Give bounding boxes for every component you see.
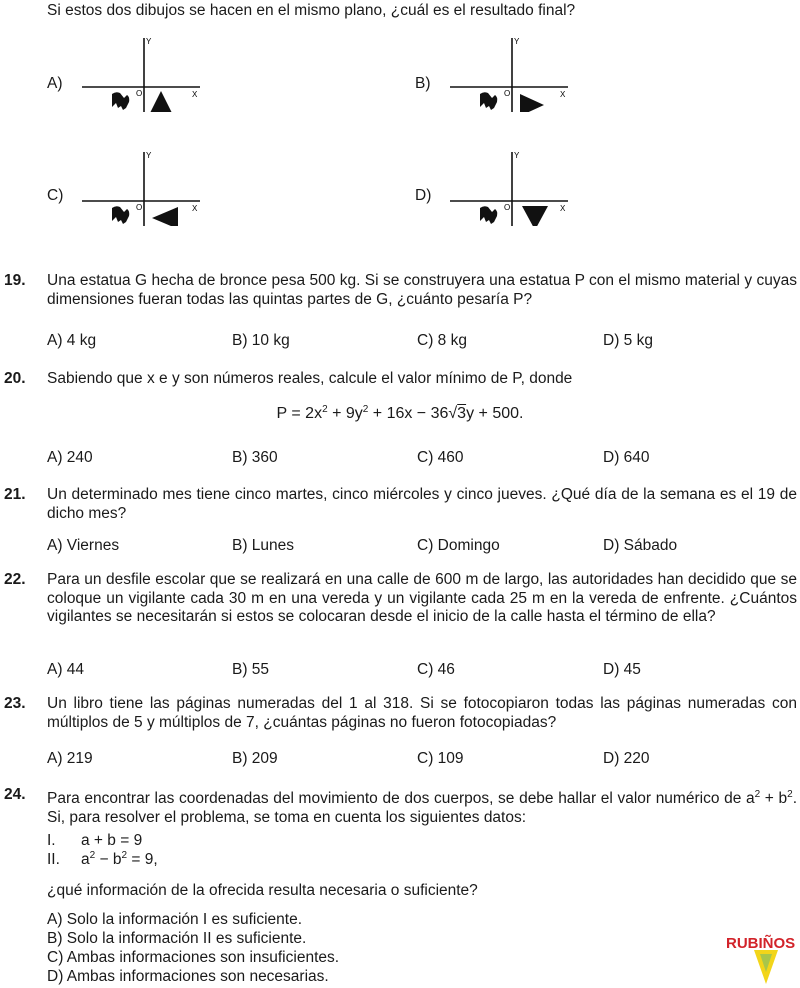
svg-text:Y: Y [146, 151, 152, 160]
svg-text:O: O [136, 203, 143, 212]
q20-number: 20. [4, 370, 26, 387]
figure-option-a [82, 36, 222, 112]
figure-option-b [450, 36, 590, 112]
q24-option-c: C) Ambas informaciones son insuficientes. [47, 949, 340, 966]
q19-option-a: A) 4 kg [47, 332, 97, 349]
triangle-down-icon [522, 206, 548, 226]
q22-option-c: C) 46 [417, 661, 455, 678]
q24-data-ii: II. $a^2 - b^2 = 9$, [47, 850, 158, 869]
svg-text:X: X [560, 204, 566, 213]
q23-option-b: B) 209 [232, 750, 278, 767]
figure-silhouette-icon [112, 92, 129, 110]
q24-number: 24. [4, 786, 26, 803]
q21-option-c: C) Domingo [417, 537, 500, 554]
svg-text:Y: Y [514, 151, 520, 160]
q21-option-a: A) Viernes [47, 537, 120, 554]
q23-number: 23. [4, 695, 26, 712]
q24-data-i: I. a + b = 9 [47, 832, 143, 849]
q20-text: Sabiendo que x e y son números reales, calcule el valor mínimo de P, donde [47, 370, 573, 387]
triangle-right-icon [520, 94, 544, 112]
q24-question: ¿qué información de la ofrecida resulta necesaria o suficiente? [47, 882, 478, 899]
x-axis-label: X [192, 90, 198, 99]
svg-text:O: O [504, 89, 511, 98]
svg-text:X: X [560, 90, 566, 99]
intro-question: Si estos dos dibujos se hacen en el mismo plano, ¿cuál es el resultado final? [47, 2, 576, 19]
q19-option-b: B) 10 kg [232, 332, 290, 349]
q24-option-d: D) Ambas informaciones son necesarias. [47, 968, 329, 985]
q19-text: Una estatua G hecha de bronce pesa 500 kg. Si se construyera una estatua P con el mismo material y cuyas dimensiones fueran todas las quintas partes de G, ¿cuánto pesaría P? [47, 272, 797, 308]
fig-option-d-letter: D) [415, 187, 432, 204]
fig-option-c-letter: C) [47, 187, 64, 204]
logo-text: RUBIÑOS [726, 935, 796, 952]
q19-option-d: D) 5 kg [603, 332, 653, 349]
q20-option-d: D) 640 [603, 449, 650, 466]
q23-option-d: D) 220 [603, 750, 650, 767]
q21-option-b: B) Lunes [232, 537, 295, 554]
sqrt-symbol: √ [448, 405, 458, 422]
q19-option-c: C) 8 kg [417, 332, 467, 349]
figure-option-d [450, 150, 590, 226]
svg-text:O: O [504, 203, 511, 212]
rubinos-logo [724, 910, 800, 988]
q22-number: 22. [4, 571, 26, 588]
q23-option-a: A) 219 [47, 750, 93, 767]
q20-formula: $P = 2x^2 + 9y^2 + 16x - 36√3y + 500$. [276, 404, 524, 422]
svg-text:Y: Y [514, 37, 520, 46]
figure-silhouette-icon [112, 206, 129, 224]
q23-text: Un libro tiene las páginas numeradas del 1 al 318. Si se fotocopiaron todas las páginas numeradas con múltiplos de 5 y múltiplos de 7, ¿cuántas páginas no fueron fotocopiadas? [47, 695, 797, 731]
q24-text: Para encontrar las coordenadas del movimiento de dos cuerpos, se debe hallar el valor numérico de $a^2 + b^2$. Si, para resolver el problema, se toma en cuenta los siguientes datos: [47, 789, 797, 826]
q21-option-d: D) Sábado [603, 537, 678, 554]
svg-text:X: X [192, 204, 198, 213]
fig-option-a-letter: A) [47, 75, 63, 92]
q21-number: 21. [4, 486, 26, 503]
origin-label: O [136, 89, 143, 98]
q23-option-c: C) 109 [417, 750, 464, 767]
triangle-left-icon [152, 207, 178, 226]
q24-option-b: B) Solo la información II es suficiente. [47, 930, 307, 947]
q24-option-a: A) Solo la información I es suficiente. [47, 911, 303, 928]
q20-option-b: B) 360 [232, 449, 278, 466]
y-axis-label: Y [146, 37, 152, 46]
q21-text: Un determinado mes tiene cinco martes, cinco miércoles y cinco jueves. ¿Qué día de la semana es el 19 de dicho mes? [47, 486, 797, 522]
figure-option-c [82, 150, 222, 226]
fig-option-b-letter: B) [415, 75, 431, 92]
figure-silhouette-icon [480, 92, 497, 110]
q20-option-c: C) 460 [417, 449, 464, 466]
q19-number: 19. [4, 272, 26, 289]
q22-text: Para un desfile escolar que se realizará en una calle de 600 m de largo, las autoridades han decidido que se coloque un vigilante cada 30 m en una vereda y un vigilante cada 25 m en la vereda de enfrente. ¿Cuántos vigilantes se necesitarán si estos se colocaran desde el inicio de la calle hasta el término de ella? [47, 571, 797, 625]
q22-option-a: A) 44 [47, 661, 85, 678]
q22-option-d: D) 45 [603, 661, 641, 678]
q22-option-b: B) 55 [232, 661, 270, 678]
figure-silhouette-icon [480, 206, 497, 224]
triangle-up-icon [150, 91, 172, 112]
q20-option-a: A) 240 [47, 449, 93, 466]
